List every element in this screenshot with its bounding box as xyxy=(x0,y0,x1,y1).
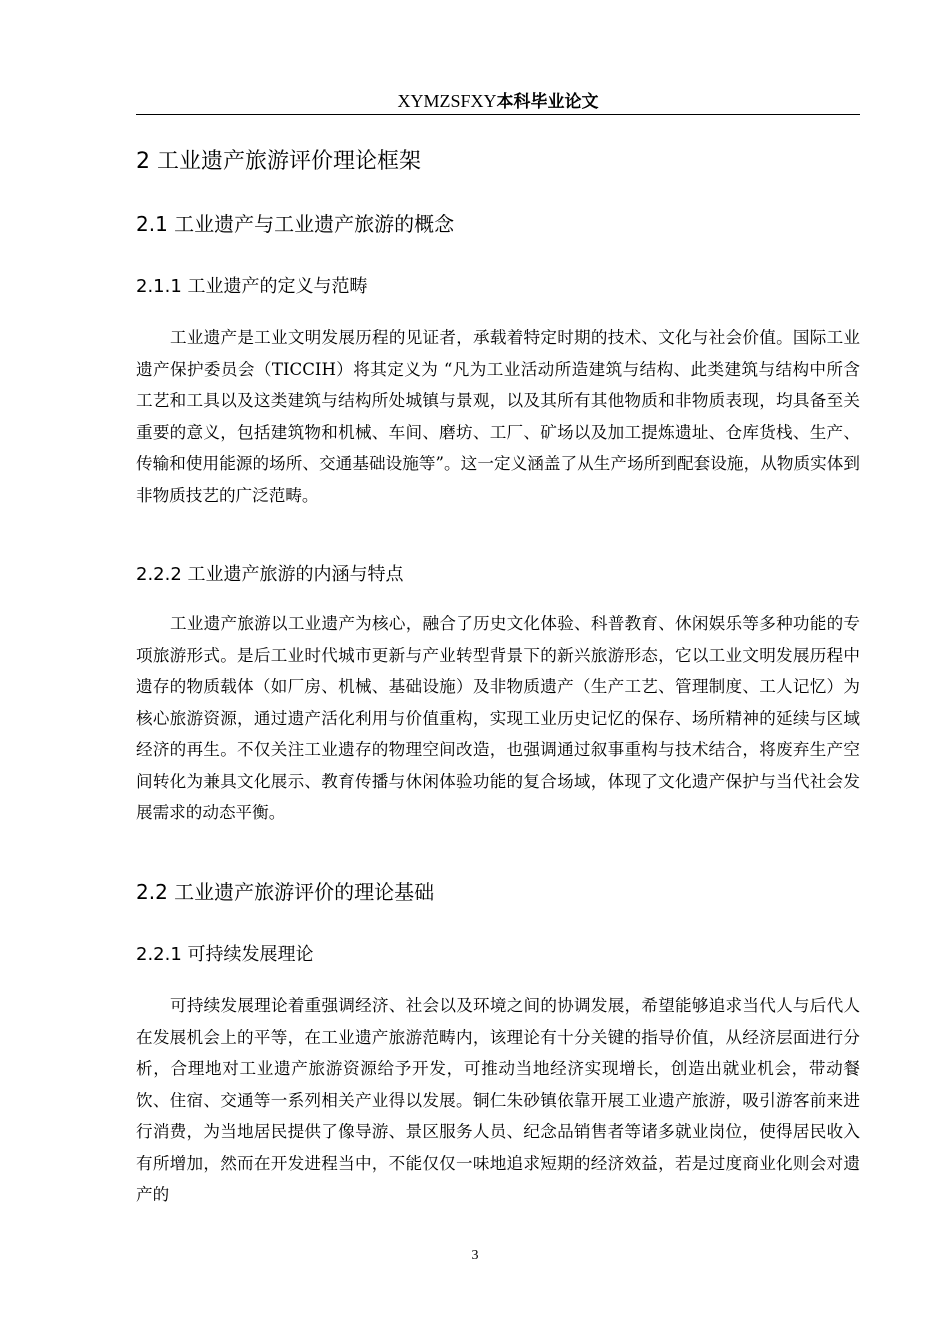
subsection-heading-2-1-1: 2.1.1 工业遗产的定义与范畴 xyxy=(136,276,368,297)
subsection-heading-2-2-1: 2.2.1 可持续发展理论 xyxy=(136,944,314,965)
page-number: 3 xyxy=(471,1248,479,1263)
section-heading-2-1: 2.1 工业遗产与工业遗产旅游的概念 xyxy=(136,212,455,236)
paragraph-industrial-heritage-definition: 工业遗产是工业文明发展历程的见证者，承载着特定时期的技术、文化与社会价值。国际工业遗产保护委员会（TICCIH）将其定义为 “凡为工业活动所造建筑与结构、此类建筑与结构中所含工艺和工具以及这类建筑与结构所处城镇与景观，以及其所有其他物质和非物质表现，均具备至关重要的意义，包括建筑物和机械、车间、磨坊、工厂、矿场以及加工提炼遗址、仓库货栈、生产、传输和使用能源的场所、交通基础设施等”。这一定义涵盖了从生产场所到配套设施，从物质实体到非物质技艺的广泛范畴。 xyxy=(136,328,860,505)
section-heading-2-2: 2.2 工业遗产旅游评价的理论基础 xyxy=(136,880,435,904)
header-school-code: XYMZSFXY xyxy=(397,91,497,111)
chapter-heading: 2 工业遗产旅游评价理论框架 xyxy=(136,149,421,174)
subsection-heading-2-2-2: 2.2.2 工业遗产旅游的内涵与特点 xyxy=(136,564,404,585)
paragraph-sustainable-development: 可持续发展理论着重强调经济、社会以及环境之间的协调发展，希望能够追求当代人与后代人在发展机会上的平等，在工业遗产旅游范畴内，该理论有十分关键的指导价值，从经济层面进行分析，合理地对工业遗产旅游资源给予开发，可推动当地经济实现增长，创造出就业机会，带动餐饮、住宿、交通等一系列相关产业得以发展。铜仁朱砂镇依靠开展工业遗产旅游，吸引游客前来进行消费，为当地居民提供了像导游、景区服务人员、纪念品销售者等诸多就业岗位，使得居民收入有所增加，然而在开发进程当中，不能仅仅一味地追求短期的经济效益，若是过度商业化则会对遗产的 xyxy=(136,996,860,1204)
header-thesis-label: 本科毕业论文 xyxy=(496,92,599,112)
running-header xyxy=(136,88,860,115)
paragraph-heritage-tourism-connotation: 工业遗产旅游以工业遗产为核心，融合了历史文化体验、科普教育、休闲娱乐等多种功能的专项旅游形式。是后工业时代城市更新与产业转型背景下的新兴旅游形态，它以工业文明发展历程中遗存的物质载体（如厂房、机械、基础设施）及非物质遗产（生产工艺、管理制度、工人记忆）为核心旅游资源，通过遗产活化利用与价值重构，实现工业历史记忆的保存、场所精神的延续与区域经济的再生。不仅关注工业遗存的物理空间改造，也强调通过叙事重构与技术结合，将废弃生产空间转化为兼具文化展示、教育传播与休闲体验功能的复合场域，体现了文化遗产保护与当代社会发展需求的动态平衡。 xyxy=(136,614,860,822)
